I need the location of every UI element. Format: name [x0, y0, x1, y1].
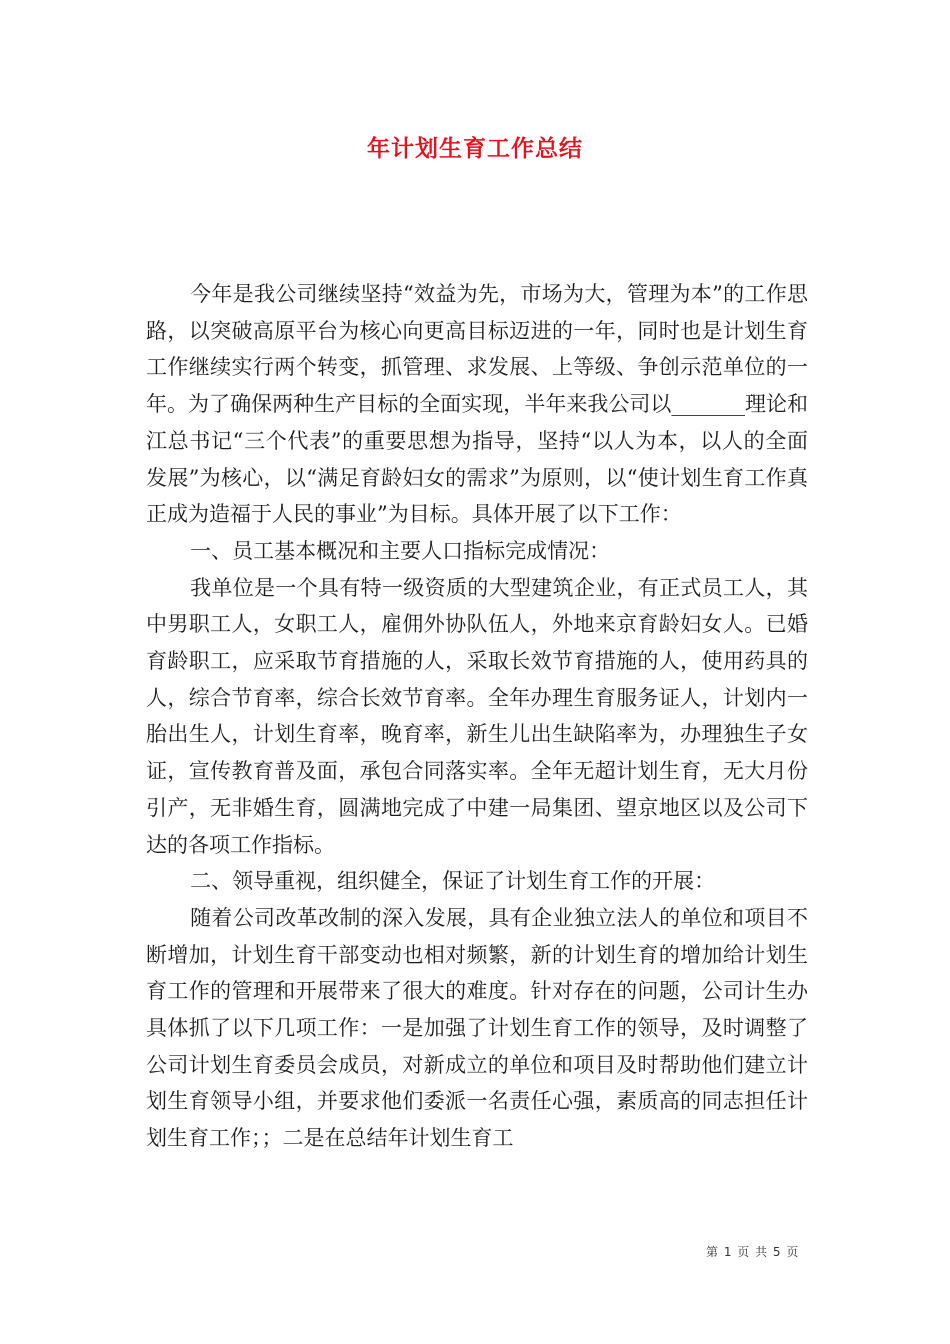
- page-number-indicator: 第 1 页 共 5 页: [706, 1245, 800, 1259]
- section-heading-1: 一、员工基本概况和主要人口指标完成情况：: [190, 538, 611, 563]
- paragraph-section-1: 我单位是一个具有特一级资质的大型建筑企业，有正式员工人，其中男职工人，女职工人，雇佣外协队伍人，外地来京育龄妇女人。已婚育龄职工，应采取节育措施的人，采取长效节育措施的人，使用药具的人，综合节育率，综合长效节育率。全年办理生育服务证人，计划内一胎出生人，计划生育率，晚育率，新生儿出生缺陷率为，办理独生子女证，宣传教育普及面，承包合同落实率。全年无超计划生育，无大月份引产，无非婚生育，圆满地完成了中建一局集团、望京地区以及公司下达的各项工作指标。: [146, 575, 808, 857]
- paragraph-intro: 今年是我公司继续坚持“效益为先，市场为大，管理为本”的工作思路，以突破高原平台为核心向更高目标迈进的一年，同时也是计划生育工作继续实行两个转变，抓管理、求发展、上等级、争创示范单位的一年。为了确保两种生产目标的全面实现，半年来我公司以_______理论和江总书记“三个代表”的重要思想为指导，坚持“以人为本，以人的全面发展”为核心，以“满足育龄妇女的需求”为原则，以“使计划生育工作真正成为造福于人民的事业”为目标。具体开展了以下工作：: [146, 282, 808, 527]
- document-body: [146, 276, 808, 1157]
- paragraph-section-2: 随着公司改革改制的深入发展，具有企业独立法人的单位和项目不断增加，计划生育干部变动也相对频繁，新的计划生育的增加给计划生育工作的管理和开展带来了很大的难度。针对存在的问题，公司计生办具体抓了以下几项工作：一是加强了计划生育工作的领导，及时调整了公司计划生育委员会成员，对新成立的单位和项目及时帮助他们建立计划生育领导小组，并要求他们委派一名责任心强，素质高的同志担任计划生育工作；；二是在总结年计划生育工: [146, 905, 808, 1151]
- section-heading-2: 二、领导重视，组织健全，保证了计划生育工作的开展：: [190, 869, 716, 894]
- document-title: 年计划生育工作总结: [367, 136, 583, 162]
